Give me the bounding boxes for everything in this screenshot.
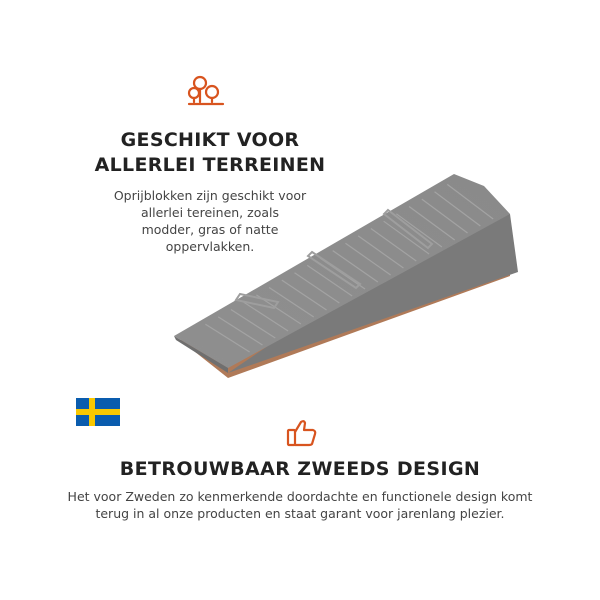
design-description (40, 488, 560, 522)
terrain-title-line-2: ALLERLEI TERREINEN (94, 154, 326, 176)
design-description-line: Het voor Zweden zo kenmerkende doordachte en functionele design komt (67, 489, 533, 504)
terrain-description-line: oppervlakken. (165, 239, 255, 254)
sweden-flag-icon (76, 398, 120, 426)
design-title: BETROUWBAAR ZWEEDS DESIGN (119, 458, 481, 480)
design-description-line: terug in al onze producten en staat garant voor jarenlang plezier. (95, 506, 505, 521)
product-wedge-image (168, 168, 528, 394)
thumbs-up-icon (286, 418, 318, 448)
terrain-description-line: Oprijblokken zijn geschikt voor (113, 188, 307, 203)
terrain-title-line-1: GESCHIKT VOOR (120, 129, 300, 151)
terrain-description-line: allerlei tereinen, zoals (140, 205, 279, 220)
terrain-description-line: modder, gras of natte (141, 222, 279, 237)
trees-icon (186, 74, 226, 110)
